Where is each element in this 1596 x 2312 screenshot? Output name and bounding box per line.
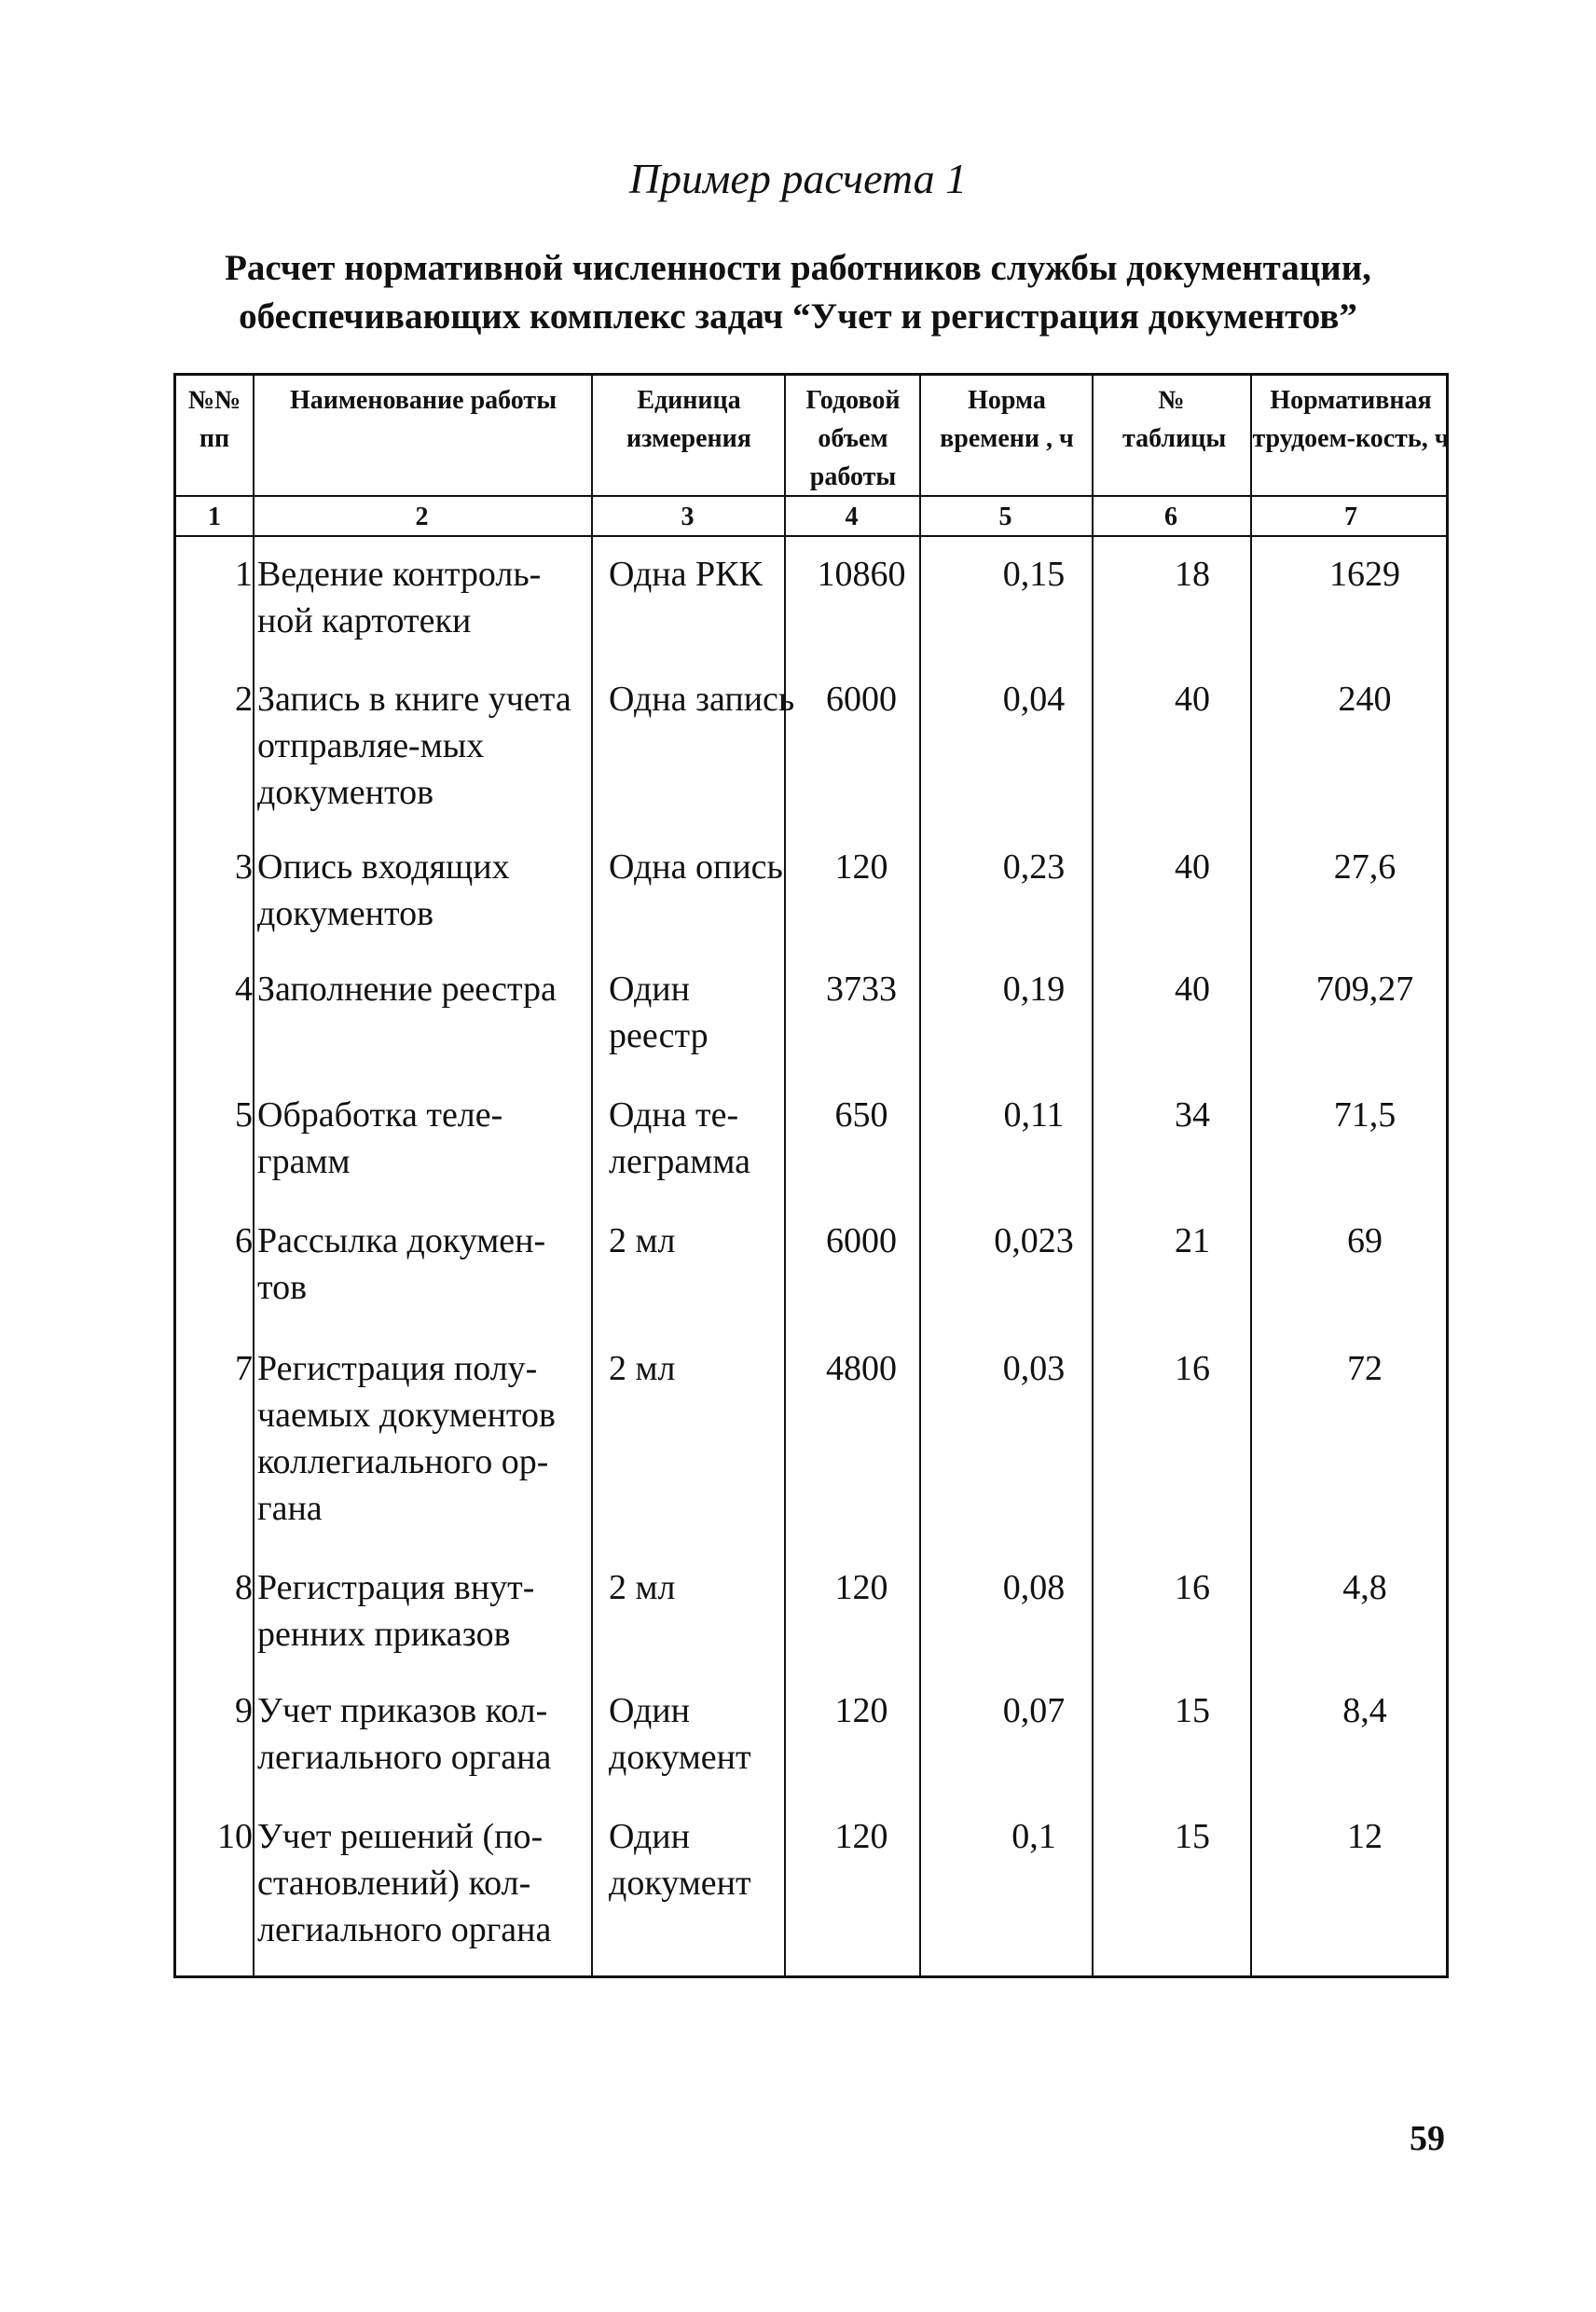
unit: Одна опись [609, 847, 783, 887]
column-number-cell: 2 [415, 502, 429, 531]
table-ref: 21 [1175, 1221, 1210, 1260]
labor-intensity: 709,27 [1315, 970, 1414, 1009]
labor-intensity: 1629 [1329, 555, 1400, 594]
header-cell-name: Наименование работы [289, 386, 557, 415]
calculation-table [173, 373, 1449, 1978]
unit: Одна запись [609, 680, 795, 719]
time-norm: 0,03 [1002, 1349, 1066, 1388]
header-cell-unit: Единица измерения [626, 386, 751, 453]
header-cell-result: Нормативная трудоем-кость, ч [1252, 386, 1450, 453]
work-name: Учет решений (по-становлений) кол-легиального органа [257, 1817, 552, 1949]
table-ref: 34 [1175, 1095, 1210, 1135]
table-ref: 40 [1175, 680, 1210, 719]
row-number: 1 [235, 555, 253, 594]
row-number: 7 [235, 1349, 253, 1388]
page-number: 59 [1410, 2119, 1445, 2158]
work-name: Ведение контроль-ной картотеки [257, 555, 542, 640]
column-number-cell: 3 [681, 502, 695, 531]
unit: 2 мл [609, 1221, 676, 1260]
column-divider [919, 376, 921, 1975]
time-norm: 0,15 [1002, 555, 1066, 594]
time-norm: 0,19 [1002, 970, 1066, 1009]
document-title [0, 244, 1596, 341]
header-cell-number: №№ пп [187, 386, 241, 453]
header-cell-volume: Годовой объем работы [805, 386, 901, 491]
annual-volume: 120 [834, 847, 888, 887]
work-name: Рассылка докумен-тов [257, 1221, 546, 1307]
column-divider [253, 376, 255, 1975]
column-number-cell: 4 [845, 502, 859, 531]
annual-volume: 4800 [826, 1349, 897, 1388]
table-ref: 16 [1175, 1349, 1210, 1388]
row-number: 3 [235, 847, 253, 887]
table-ref: 40 [1175, 970, 1210, 1009]
row-number: 2 [235, 680, 253, 719]
annual-volume: 120 [834, 1817, 888, 1856]
labor-intensity: 12 [1347, 1817, 1383, 1856]
work-name: Регистрация полу-чаемых документов коллегиального ор-гана [257, 1349, 556, 1528]
work-name: Обработка теле-грамм [257, 1095, 503, 1181]
annual-volume: 650 [834, 1095, 888, 1135]
column-divider [1250, 376, 1252, 1975]
example-label: Пример расчета 1 [628, 155, 968, 202]
labor-intensity: 240 [1338, 680, 1392, 719]
column-divider [1092, 376, 1094, 1975]
title-line-2: обеспечивающих комплекс задач “Учет и регистрация документов” [239, 296, 1357, 337]
unit: Один документ [609, 1691, 751, 1777]
row-number: 5 [235, 1095, 253, 1135]
work-name: Учет приказов кол-легиального органа [257, 1691, 552, 1777]
time-norm: 0,08 [1002, 1568, 1066, 1607]
row-number: 8 [235, 1568, 253, 1607]
annual-volume: 120 [834, 1691, 888, 1730]
work-name: Запись в книге учета отправляе-мых документов [257, 680, 571, 812]
row-number: 6 [235, 1221, 253, 1260]
annual-volume: 6000 [826, 680, 897, 719]
labor-intensity: 71,5 [1333, 1095, 1396, 1135]
time-norm: 0,11 [1003, 1095, 1065, 1135]
row-number: 10 [217, 1817, 253, 1856]
table-ref: 40 [1175, 847, 1210, 887]
work-name: Регистрация внут-ренних приказов [257, 1568, 535, 1654]
unit: 2 мл [609, 1568, 676, 1607]
table-ref: 18 [1175, 555, 1210, 594]
table-ref: 15 [1175, 1691, 1210, 1730]
time-norm: 0,023 [994, 1221, 1074, 1260]
unit: 2 мл [609, 1349, 676, 1388]
labor-intensity: 72 [1347, 1349, 1383, 1388]
unit: Один реестр [609, 970, 709, 1055]
labor-intensity: 4,8 [1342, 1568, 1387, 1607]
unit: Один документ [609, 1817, 751, 1903]
work-name: Заполнение реестра [257, 970, 557, 1009]
unit: Одна те-леграмма [609, 1095, 750, 1181]
annual-volume: 6000 [826, 1221, 897, 1260]
column-number-cell: 5 [998, 502, 1012, 531]
header-cell-table-ref: № таблицы [1122, 386, 1227, 453]
time-norm: 0,23 [1002, 847, 1066, 887]
annual-volume: 10860 [817, 555, 906, 594]
row-number: 9 [235, 1691, 253, 1730]
column-number-cell: 7 [1344, 502, 1357, 531]
annual-volume: 3733 [826, 970, 897, 1009]
column-number-cell: 6 [1164, 502, 1177, 531]
column-number-cell: 1 [208, 502, 221, 531]
title-line-1: Расчет нормативной численности работников службы документации, [225, 248, 1371, 288]
table-ref: 16 [1175, 1568, 1210, 1607]
time-norm: 0,07 [1002, 1691, 1066, 1730]
row-number: 4 [235, 970, 253, 1009]
labor-intensity: 8,4 [1342, 1691, 1387, 1730]
annual-volume: 120 [834, 1568, 888, 1607]
table-ref: 15 [1175, 1817, 1210, 1856]
labor-intensity: 27,6 [1333, 847, 1396, 887]
time-norm: 0,04 [1002, 680, 1066, 719]
labor-intensity: 69 [1347, 1221, 1383, 1260]
header-cell-norm: Норма времени , ч [940, 386, 1074, 453]
unit: Одна РКК [609, 555, 763, 594]
time-norm: 0,1 [1011, 1817, 1056, 1856]
work-name: Опись входящих документов [257, 847, 510, 933]
